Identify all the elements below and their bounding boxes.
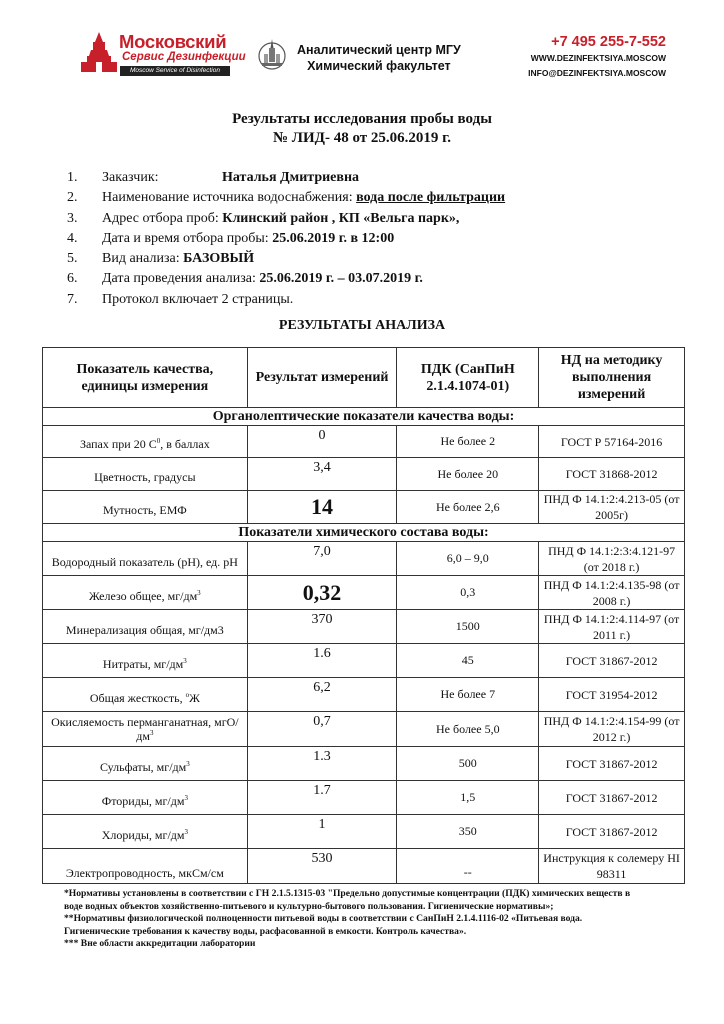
- table-row: Минерализация общая, мг/дм3 370 1500 ПНД Ф 14.1:2:4.114-97 (от 2011 г.): [43, 610, 685, 644]
- info-source: 2. Наименование источника водоснабжения: вода после фильтрации: [67, 190, 506, 206]
- email-link[interactable]: INFO@DEZINFEKTSIYA.MOSCOW: [528, 68, 666, 78]
- website-link[interactable]: WWW.DEZINFEKTSIYA.MOSCOW: [530, 53, 666, 63]
- company-name-en: Moscow Service of Disinfection: [120, 66, 230, 76]
- table-row: Запах при 20 $С^0$, в баллах 0 Не более 2 ГОСТ Р 57164-2016: [43, 426, 685, 458]
- table-row: Общая жесткость, $^о$Ж 6,2 Не более 7 ГОСТ 31954-2012: [43, 678, 685, 712]
- info-sample-date: 4. Дата и время отбора пробы: 25.06.2019 г. в 12:00: [67, 230, 395, 246]
- footnote-line: Гигиенические требования к качеству воды, расфасованной в емкости. Контроль качества».: [64, 925, 467, 937]
- msu-building-icon: [258, 36, 286, 76]
- footnote-line: *** Вне области аккредитации лаборатории: [64, 938, 256, 949]
- table-row: Фториды, $мг/дм^3$ 1.7 1,5 ГОСТ 31867-2012: [43, 781, 685, 815]
- results-heading: РЕЗУЛЬТАТЫ АНАЛИЗА: [278, 318, 446, 333]
- footnote-line: **Нормативы физиологической полноценности питьевой воды в соответствии с СанПиН 2.1.4.1116-02 «Питьевая вода.: [64, 913, 583, 924]
- lab-name: Аналитический центр МГУ Химический факультет: [297, 43, 461, 73]
- table-row: Цветность, градусы 3,4 Не более 20 ГОСТ 31868-2012: [43, 458, 685, 491]
- table-row: Нитраты, $мг/дм^3$ 1.6 45 ГОСТ 31867-2012: [43, 644, 685, 678]
- report-info-list: [67, 168, 667, 310]
- kremlin-tower-icon: [81, 32, 117, 72]
- footnote-line: воде водных объектов хозяйственно-питьевого и культурно-бытового пользования. Гигиенические нормативы»;: [64, 900, 554, 912]
- table-row: Водородный показатель (рН), ед. рН 7,0 6,0 – 9,0 ПНД Ф 14.1:2:3:4.121-97 (от 2018 г.): [43, 542, 685, 576]
- table-row: Железо общее, $мг/дм^3$ 0,32 0,3 ПНД Ф 14.1:2:4.135-98 (от 2008 г.): [43, 576, 685, 610]
- phone-number[interactable]: +7 495 255-7-552: [551, 34, 666, 50]
- company-subname: Сервис Дезинфекции: [122, 51, 246, 63]
- results-table: [42, 347, 685, 884]
- footnotes: [64, 888, 664, 951]
- company-name: Московский: [119, 31, 227, 52]
- header-method: НД на методику выполнения измерений: [539, 348, 685, 408]
- section-row: Показатели химического состава воды:: [43, 524, 685, 542]
- footnote-line: *Нормативы установлены в соответствии с ГН 2.1.5.1315-03 "Предельно допустимые концентрации (ПДК) химических веществ в: [64, 888, 631, 899]
- table-row: Электропроводность, мкСм/см 530 -- Инструкция к солемеру HI 98311: [43, 849, 685, 884]
- report-number: № ЛИД- 48 от 25.06.2019 г.: [272, 130, 452, 146]
- table-row: Хлориды, $мг/дм^3$ 1 350 ГОСТ 31867-2012: [43, 815, 685, 849]
- info-pages: 7. Протокол включает 2 страницы.: [67, 291, 294, 307]
- table-row: Мутность, ЕМФ 14 Не более 2,6 ПНД Ф 14.1:2:4.213-05 (от 2005г): [43, 491, 685, 524]
- header-result: Результат измерений: [247, 348, 397, 408]
- section-row: Органолептические показатели качества воды:: [43, 408, 685, 426]
- info-customer: 1. Заказчик: Наталья Дмитриевна: [67, 170, 360, 185]
- header-limit: ПДК (СанПиН 2.1.4.1074-01): [397, 348, 539, 408]
- contact-block: [528, 34, 666, 81]
- table-row: Сульфаты, $мг/дм^3$ 1.3 500 ГОСТ 31867-2012: [43, 747, 685, 781]
- info-address: 3. Адрес отбора проб: Клинский район , КП «Вельга парк»,: [67, 210, 460, 226]
- report-title: Результаты исследования пробы воды: [232, 111, 492, 127]
- table-row: Окисляемость перманганатная, мгО/$дм^3$ 0,7 Не более 5,0 ПНД Ф 14.1:2:4.154-99 (от 2012 г.): [43, 712, 685, 747]
- header-param: Показатель качества, единицы измерения: [43, 348, 248, 408]
- table-header-row: [43, 348, 685, 408]
- info-analysis-type: 5. Вид анализа: БАЗОВЫЙ: [67, 251, 255, 267]
- info-analysis-date: 6. Дата проведения анализа: 25.06.2019 г. – 03.07.2019 г.: [67, 271, 423, 287]
